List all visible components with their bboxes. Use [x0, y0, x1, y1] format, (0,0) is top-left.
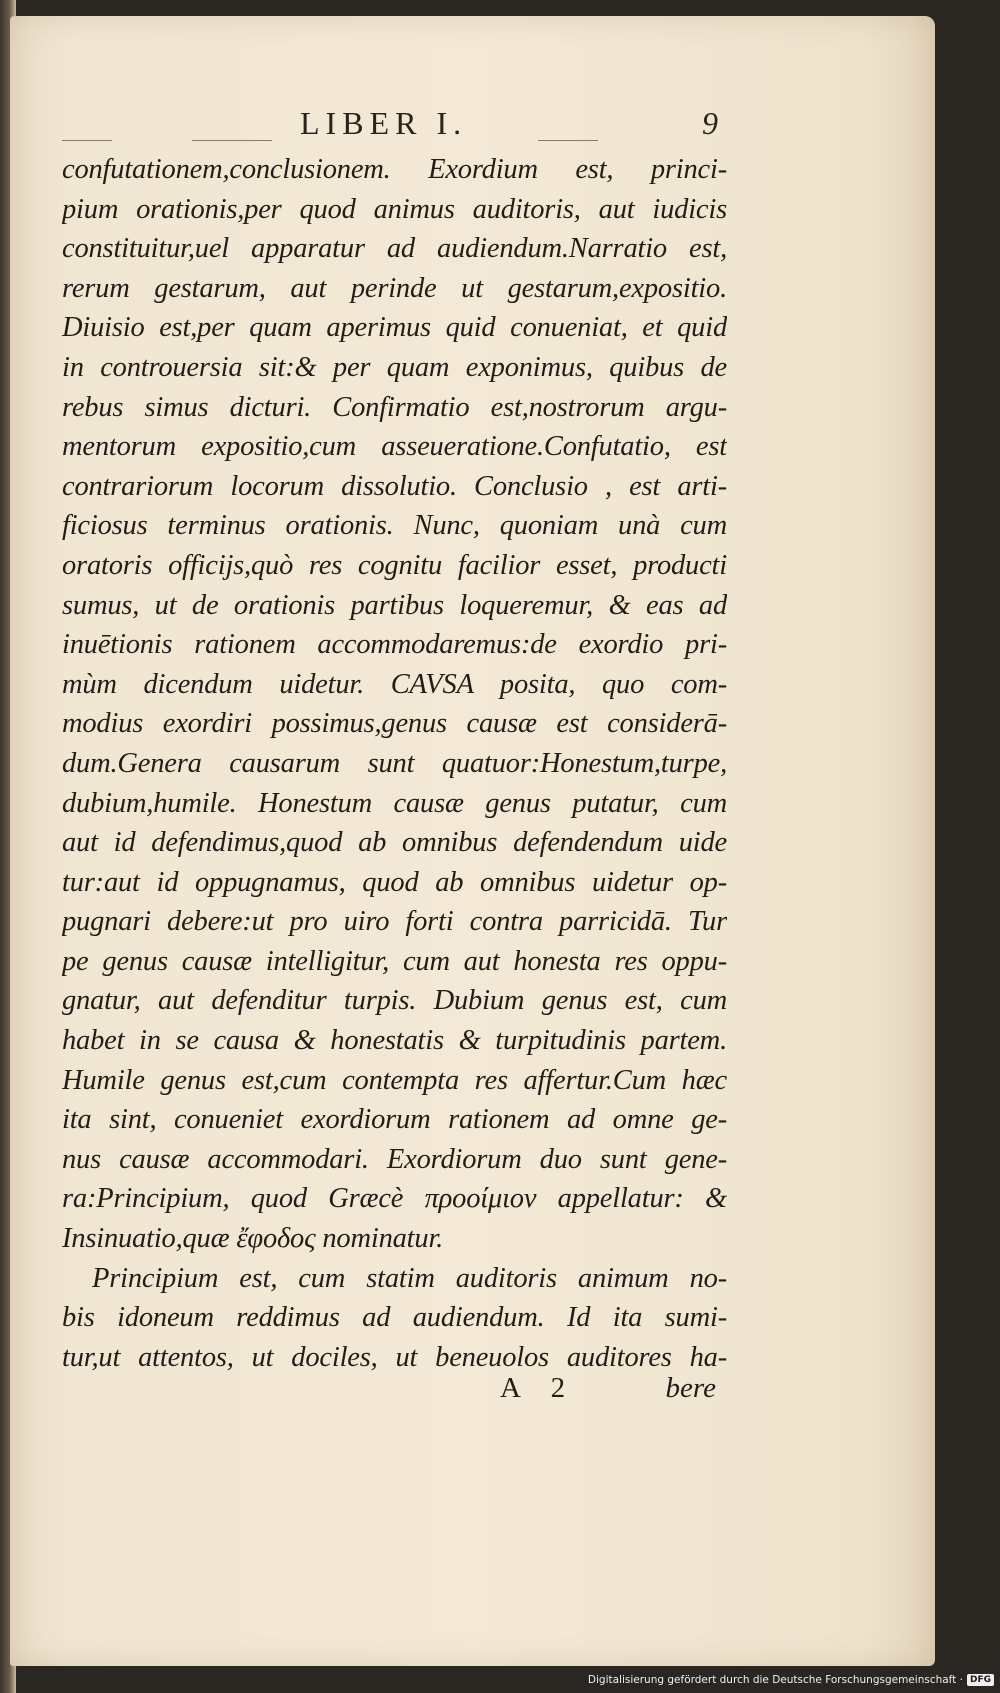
header-rule-right	[538, 140, 598, 141]
text-line: tur,ut attentos, ut dociles, ut beneuolos auditores ha-	[62, 1341, 727, 1373]
text-line: modius exordiri possimus,genus causæ est considerā-	[62, 708, 727, 740]
text-line: dum.Genera causarum sunt quatuor:Honestum,turpe,	[62, 747, 727, 779]
text-line: aut id defendimus,quod ab omnibus defendendum uide	[62, 827, 727, 859]
text-line: habet in se causa & honestatis & turpitudinis partem.	[62, 1025, 727, 1057]
text-line: constituitur,uel apparatur ad audiendum.Narratio est,	[62, 233, 727, 265]
header-rule-left	[62, 140, 112, 141]
signature-mark: A 2	[500, 1372, 578, 1404]
text-line: Insinuatio,quæ ἔφοδος nominatur.	[62, 1223, 444, 1255]
folio-number: 9	[702, 105, 724, 141]
text-line: Diuisio est,per quam aperimus quid conueniat, et quid	[62, 312, 727, 344]
running-title: LIBER I.	[300, 105, 468, 141]
text-line: mùm dicendum uidetur. CAVSA posita, quo com-	[62, 668, 727, 700]
text-line: tur:aut id oppugnamus, quod ab omnibus uidetur op-	[62, 866, 727, 898]
text-line: rerum gestarum, aut perinde ut gestarum,expositio.	[62, 272, 727, 304]
text-line: in controuersia sit:& per quam exponimus, quibus de	[62, 351, 727, 383]
text-line: ra:Principium, quod Græcè προοίμιον appellatur: &	[62, 1183, 727, 1215]
text-line: ficiosus terminus orationis. Nunc, quoniam unà cum	[62, 510, 727, 542]
text-line: ita sint, conueniet exordiorum rationem ad omne ge-	[62, 1104, 727, 1136]
text-line: pugnari debere:ut pro uiro forti contra parricidā. Tur	[62, 906, 727, 938]
text-line: gnatur, aut defenditur turpis. Dubium genus est, cum	[62, 985, 727, 1017]
dfg-logo: DFG	[967, 1674, 994, 1686]
text-line: oratoris officijs,quò res cognitu facilior esset, producti	[62, 549, 727, 581]
text-line: pe genus causæ intelligitur, cum aut honesta res oppu-	[62, 945, 727, 977]
catchword: bere	[665, 1372, 716, 1404]
text-line: nus causæ accommodari. Exordiorum duo sunt gene-	[62, 1143, 727, 1175]
text-line: mentorum expositio,cum asseueratione.Confutatio, est	[62, 431, 727, 463]
header-rule-mid	[192, 140, 272, 141]
text-line: contrariorum locorum dissolutio. Conclusio , est arti-	[62, 470, 727, 502]
running-header	[300, 105, 724, 145]
text-line: rebus simus dicturi. Confirmatio est,nostrorum argu-	[62, 391, 727, 423]
text-line-paragraph-start: Principium est, cum statim auditoris animum no-	[92, 1262, 727, 1294]
page-footer	[500, 1372, 730, 1412]
text-line: dubium,humile. Honestum causæ genus putatur, cum	[62, 787, 727, 819]
text-line: Humile genus est,cum contempta res affertur.Cum hæc	[62, 1064, 727, 1096]
text-line: pium orationis,per quod animus auditoris, aut iudicis	[62, 193, 727, 225]
text-line: confutationem,conclusionem. Exordium est, princi-	[62, 154, 727, 185]
text-line: sumus, ut de orationis partibus loqueremur, & eas ad	[62, 589, 727, 621]
text-line: bis idoneum reddimus ad audiendum. Id ita sumi-	[62, 1302, 727, 1334]
body-text	[62, 150, 727, 1377]
text-line: inuētionis rationem accommodaremus:de exordio pri-	[62, 629, 727, 661]
credit-text: Digitalisierung gefördert durch die Deutsche Forschungsgemeinschaft ·	[587, 1674, 963, 1686]
digitization-credit	[588, 1671, 994, 1689]
